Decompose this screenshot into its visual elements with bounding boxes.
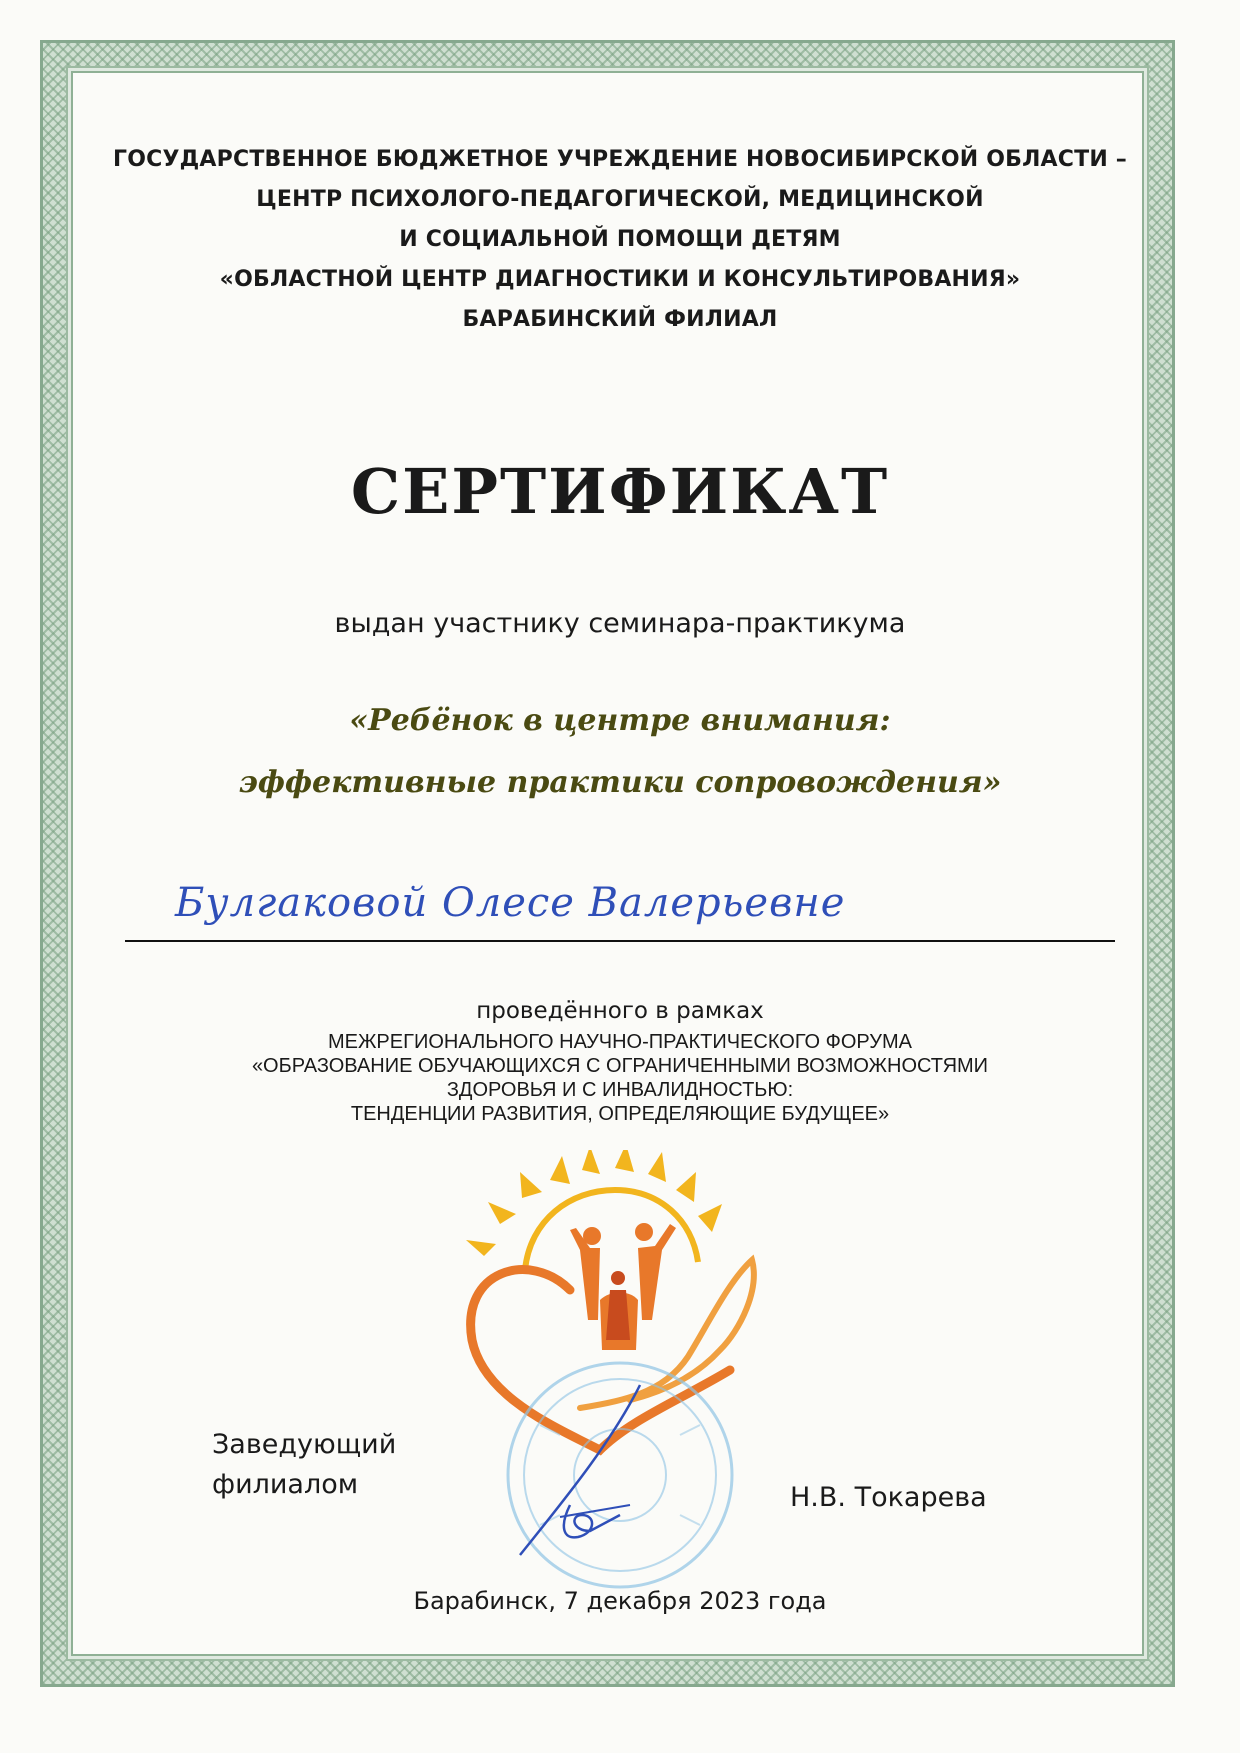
forum-name	[90, 1030, 1150, 1126]
org-line-2: ЦЕНТР ПСИХОЛОГО-ПЕДАГОГИЧЕСКОЙ, МЕДИЦИНСКОЙ	[256, 187, 984, 212]
signatory-role	[212, 1425, 396, 1505]
seminar-name	[90, 690, 1150, 814]
org-line-3: И СОЦИАЛЬНОЙ ПОМОЩИ ДЕТЯМ	[399, 227, 841, 252]
signatory-role-line-2: филиалом	[212, 1469, 359, 1500]
org-line-4: «ОБЛАСТНОЙ ЦЕНТР ДИАГНОСТИКИ И КОНСУЛЬТИРОВАНИЯ»	[219, 267, 1021, 292]
official-stamp-icon	[500, 1355, 740, 1595]
forum-line-4: ТЕНДЕНЦИИ РАЗВИТИЯ, ОПРЕДЕЛЯЮЩИЕ БУДУЩЕЕ»	[350, 1103, 890, 1125]
seminar-line-2: эффективные практики сопровождения»	[238, 765, 1002, 800]
forum-line-3: ЗДОРОВЬЯ И С ИНВАЛИДНОСТЬЮ:	[446, 1079, 794, 1101]
held-within-text: проведённого в рамках	[476, 998, 764, 1024]
issued-to-text: выдан участнику семинара-практикума	[334, 608, 906, 639]
signatory-role-line-1: Заведующий	[212, 1429, 397, 1460]
organization-header	[90, 140, 1150, 340]
recipient-handwritten-name: Булгаковой Олесе Валерьевне	[175, 880, 846, 926]
signatory-name: Н.В. Токарева	[790, 1482, 987, 1513]
certificate-title: СЕРТИФИКАТ	[350, 455, 890, 528]
recipient-name-line	[125, 940, 1115, 942]
forum-line-2: «ОБРАЗОВАНИЕ ОБУЧАЮЩИХСЯ С ОГРАНИЧЕННЫМИ ВОЗМОЖНОСТЯМИ	[251, 1055, 989, 1077]
seminar-line-1: «Ребёнок в центре внимания:	[349, 703, 891, 738]
forum-line-1: МЕЖРЕГИОНАЛЬНОГО НАУЧНО-ПРАКТИЧЕСКОГО ФОРУМА	[327, 1031, 913, 1053]
org-line-1: ГОСУДАРСТВЕННОЕ БЮДЖЕТНОЕ УЧРЕЖДЕНИЕ НОВОСИБИРСКОЙ ОБЛАСТИ –	[113, 147, 1127, 172]
place-and-date: Барабинск, 7 декабря 2023 года	[413, 1587, 827, 1615]
org-line-5: БАРАБИНСКИЙ ФИЛИАЛ	[462, 307, 778, 332]
